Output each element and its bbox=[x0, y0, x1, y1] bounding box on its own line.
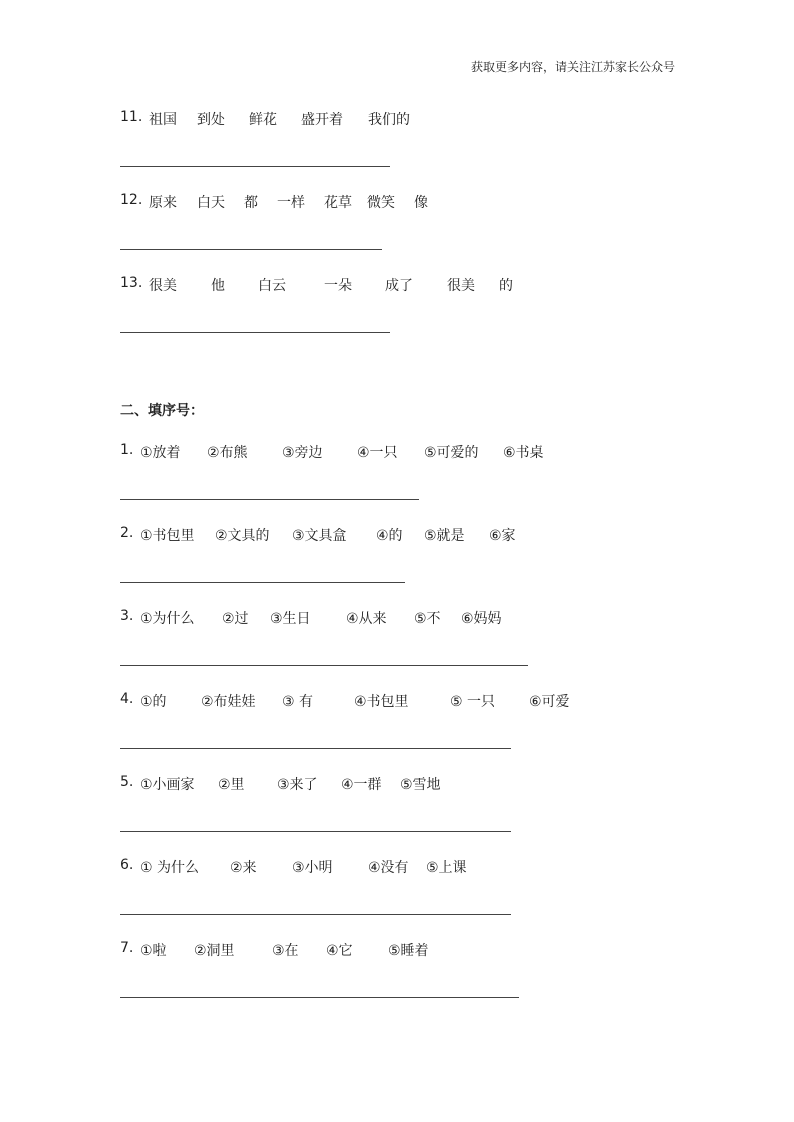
word: ③ 有 bbox=[282, 694, 314, 710]
word: ①的 bbox=[140, 694, 167, 710]
word: 原来 bbox=[149, 195, 177, 211]
word: 一样 bbox=[277, 195, 305, 211]
question-7 bbox=[120, 940, 429, 959]
word: ②来 bbox=[230, 860, 257, 876]
question-13 bbox=[120, 275, 513, 294]
word: ②洞里 bbox=[194, 943, 235, 959]
word: 很美 bbox=[149, 278, 177, 294]
word: ③生日 bbox=[270, 611, 311, 627]
answer-line bbox=[120, 332, 390, 333]
section-title: 二、填序号： bbox=[120, 403, 204, 419]
word: 很美 bbox=[447, 278, 475, 294]
word: ④书包里 bbox=[354, 694, 409, 710]
word: ②布熊 bbox=[207, 445, 248, 461]
word: ① 为什么 bbox=[140, 860, 200, 876]
word: ⑤就是 bbox=[424, 528, 465, 544]
word: ④没有 bbox=[368, 860, 409, 876]
question-number: 7. bbox=[120, 940, 134, 956]
word: ③来了 bbox=[277, 777, 318, 793]
answer-line bbox=[120, 166, 390, 167]
word: ④从来 bbox=[346, 611, 387, 627]
word: 他 bbox=[211, 278, 225, 294]
word: ④一群 bbox=[341, 777, 382, 793]
word: 微笑 bbox=[367, 195, 395, 211]
word: 成了 bbox=[385, 278, 413, 294]
word: 的 bbox=[499, 278, 513, 294]
question-number: 4. bbox=[120, 691, 134, 707]
question-number: 13. bbox=[120, 275, 143, 291]
word: 祖国 bbox=[149, 112, 177, 128]
answer-line bbox=[120, 914, 511, 915]
question-number: 5. bbox=[120, 774, 134, 790]
question-number: 3. bbox=[120, 608, 134, 624]
answer-line bbox=[120, 665, 528, 666]
word: ⑥家 bbox=[489, 528, 516, 544]
word: ④它 bbox=[326, 943, 353, 959]
word: ①啦 bbox=[140, 943, 167, 959]
question-number: 6. bbox=[120, 857, 134, 873]
word: 盛开着 bbox=[301, 112, 343, 128]
answer-line bbox=[120, 499, 419, 500]
answer-line bbox=[120, 748, 511, 749]
question-2 bbox=[120, 525, 516, 544]
question-11 bbox=[120, 109, 410, 128]
word: 鲜花 bbox=[249, 112, 277, 128]
answer-line bbox=[120, 582, 405, 583]
word: ⑥可爱 bbox=[529, 694, 570, 710]
answer-line bbox=[120, 249, 382, 250]
word: ⑤雪地 bbox=[400, 777, 441, 793]
word: ⑤ 一只 bbox=[450, 694, 496, 710]
word: ⑥书桌 bbox=[503, 445, 544, 461]
word: ③旁边 bbox=[282, 445, 323, 461]
word: ⑤睡着 bbox=[388, 943, 429, 959]
question-number: 12. bbox=[120, 192, 143, 208]
answer-line bbox=[120, 831, 511, 832]
answer-line bbox=[120, 997, 519, 998]
word: ①小画家 bbox=[140, 777, 195, 793]
question-4 bbox=[120, 691, 570, 710]
word: 我们的 bbox=[368, 112, 410, 128]
word: ①放着 bbox=[140, 445, 181, 461]
question-12 bbox=[120, 192, 428, 211]
word: 花草 bbox=[324, 195, 352, 211]
question-6 bbox=[120, 857, 467, 876]
question-number: 11. bbox=[120, 109, 143, 125]
word: 白天 bbox=[197, 195, 225, 211]
question-1 bbox=[120, 442, 544, 461]
word: ②文具的 bbox=[215, 528, 270, 544]
word: ②过 bbox=[222, 611, 249, 627]
word: 白云 bbox=[258, 278, 286, 294]
word: ④的 bbox=[376, 528, 403, 544]
word: 到处 bbox=[197, 112, 225, 128]
question-number: 1. bbox=[120, 442, 134, 458]
word: ④一只 bbox=[357, 445, 398, 461]
word: 都 bbox=[244, 195, 258, 211]
header-note: 获取更多内容，请关注江苏家长公众号 bbox=[471, 60, 676, 74]
word: ③在 bbox=[272, 943, 299, 959]
word: ③文具盒 bbox=[292, 528, 347, 544]
word: ②里 bbox=[218, 777, 245, 793]
word: 一朵 bbox=[324, 278, 352, 294]
question-number: 2. bbox=[120, 525, 134, 541]
word: ③小明 bbox=[292, 860, 333, 876]
word: ②布娃娃 bbox=[201, 694, 256, 710]
word: 像 bbox=[414, 195, 428, 211]
word: ⑤不 bbox=[414, 611, 441, 627]
word: ⑤上课 bbox=[426, 860, 467, 876]
word: ⑤可爱的 bbox=[424, 445, 479, 461]
word: ①书包里 bbox=[140, 528, 195, 544]
word: ①为什么 bbox=[140, 611, 195, 627]
word: ⑥妈妈 bbox=[461, 611, 502, 627]
question-3 bbox=[120, 608, 502, 627]
question-5 bbox=[120, 774, 441, 793]
